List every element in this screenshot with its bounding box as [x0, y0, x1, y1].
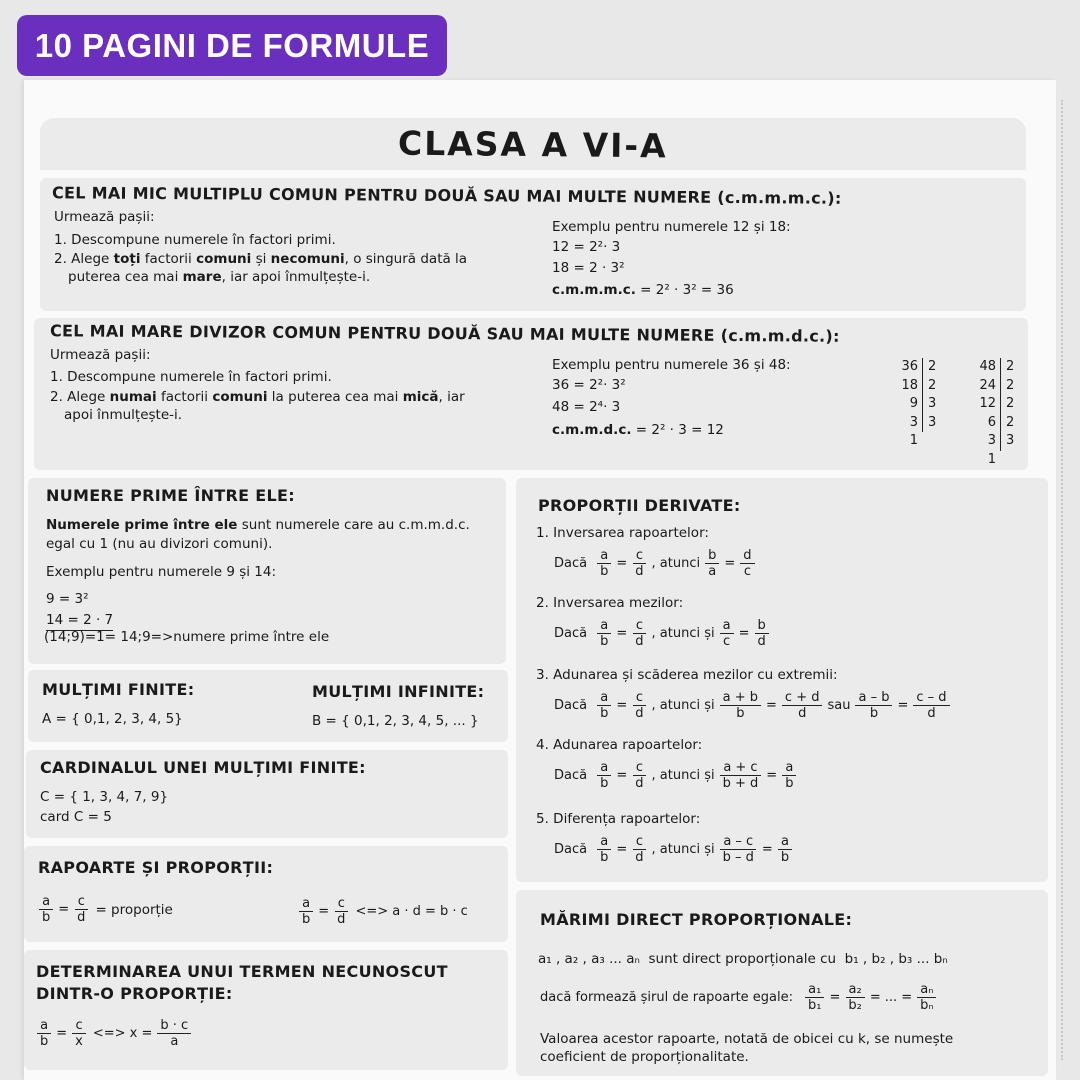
coprime-definition: Numerele prime între ele sunt numerele care au c.m.m.d.c. [46, 517, 470, 533]
cmmdc-step2-cont: apoi înmulțește-i. [64, 407, 183, 423]
ratios-section [24, 846, 508, 942]
page-binding [1061, 100, 1066, 1060]
division-table-36 [896, 358, 944, 451]
cmmmc-result: c.m.m.m.c. = 2² · 3² = 36 [552, 282, 734, 298]
division-row: 9 3 [896, 395, 944, 414]
unknown-term-section [24, 950, 508, 1070]
finite-set-example: A = { 0,1, 2, 3, 4, 5} [42, 711, 183, 727]
cmmmc-section [40, 178, 1026, 311]
direct-heading: MĂRIMI DIRECT PROPORȚIONALE: [540, 910, 853, 929]
derived-item-4: 4. Adunarea rapoartelor: [536, 737, 703, 753]
derived-formula-5: Dacă $\frac{a}{b}$ = $\frac{c}{d}$ , atunci și $\frac{a - c}{b - d}$ = $\frac{a}{b}$ [552, 834, 795, 865]
coprime-conclusion: (14;9)=1= 14;9=>numere prime între ele [44, 629, 330, 645]
cmmdc-result: c.m.m.d.c. = 2² · 3 = 12 [552, 422, 724, 438]
derived-item-2: 2. Inversarea mezilor: [536, 595, 684, 611]
promo-badge: 10 PAGINI DE FORMULE [17, 15, 447, 76]
division-row: 12 2 [974, 395, 1022, 414]
cardinal-heading: CARDINALUL UNEI MULȚIMI FINITE: [40, 758, 366, 777]
cardinal-set: C = { 1, 3, 4, 7, 9} [40, 789, 169, 805]
cmmdc-example-title: Exemplu pentru numerele 36 și 48: [552, 357, 791, 373]
derived-heading: PROPORȚII DERIVATE: [538, 496, 741, 515]
cmmmc-intro: Urmează pașii: [54, 209, 155, 225]
unknown-term-heading-1: DETERMINAREA UNUI TERMEN NECUNOSCUT [36, 962, 448, 981]
division-row: 36 2 [896, 358, 944, 377]
cmmdc-heading: CEL MAI MARE DIVIZOR COMUN PENTRU DOUĂ SAU MAI MULTE NUMERE (c.m.m.d.c.): [49, 321, 840, 346]
coprime-example-9: 9 = 3² [46, 591, 89, 607]
direct-line-1: a₁ , a₂ , a₃ ... aₙ sunt direct proporționale cu b₁ , b₂ , b₃ ... bₙ [538, 951, 948, 967]
fraction-a-b: $\frac{a}{b}$ [39, 894, 53, 925]
direct-line-4: coeficient de proporționalitate. [540, 1049, 749, 1065]
cmmmc-step1: 1. Descompune numerele în factori primi. [54, 232, 336, 248]
coprime-example-14: 14 = 2 · 7 [46, 611, 113, 631]
division-row: 48 2 [974, 358, 1022, 377]
finite-sets-heading: MULȚIMI FINITE: [42, 680, 195, 699]
cmmdc-step2: 2. Alege numai factorii comuni la puterea cea mai mică, iar [50, 389, 465, 405]
derived-formula-3: Dacă $\frac{a}{b}$ = $\frac{c}{d}$ , atunci și $\frac{a + b}{b}$ = $\frac{c + d}{d}$ sau $\frac{a - b}{b}$ = $\frac{c - d}{d}$ [552, 690, 953, 721]
fraction-c-d: $\frac{c}{d}$ [74, 894, 88, 925]
proportion-formula: $\frac{a}{b}$ = $\frac{c}{d}$ = proporție [36, 894, 175, 925]
cmmdc-section [34, 318, 1028, 470]
ratios-heading: RAPOARTE ȘI PROPORȚII: [38, 858, 274, 877]
infinite-sets-heading: MULȚIMI INFINITE: [312, 682, 485, 701]
division-table-48 [974, 358, 1022, 469]
division-row: 1 [987, 451, 996, 467]
unknown-term-heading-2: DINTR-O PROPORȚIE: [36, 984, 233, 1003]
direct-line-2: dacă formează șirul de rapoarte egale: $\frac{\text{a₁}}{\text{b₁}}$ = $\frac{\text{a₂}}{\text{b₂}}$ = ... = $\frac{\text{aₙ}}{\text{bₙ}}$ [538, 982, 940, 1013]
cross-product-label: <=> a · d = b · c [355, 904, 468, 919]
coprime-example-title: Exemplu pentru numerele 9 și 14: [46, 564, 277, 580]
division-row: 1 [909, 433, 918, 448]
cmmdc-step1: 1. Descompune numerele în factori primi. [50, 369, 332, 385]
division-row: 6 2 [974, 414, 1022, 433]
cmmmc-example-12: 12 = 2²· 3 [552, 239, 621, 255]
derived-formula-4: Dacă $\frac{a}{b}$ = $\frac{c}{d}$ , atunci și $\frac{a + c}{b + d}$ = $\frac{a}{b}$ [552, 760, 799, 791]
cmmmc-step2: 2. Alege toți factorii comuni și necomuni, o singură dată la [54, 251, 468, 267]
derived-item-5: 5. Diferența rapoartelor: [536, 811, 701, 827]
sets-section [28, 670, 508, 742]
division-row: 24 2 [974, 377, 1022, 396]
cmmdc-example-36: 36 = 2²· 3² [552, 377, 626, 393]
coprime-heading: NUMERE PRIME ÎNTRE ELE: [46, 486, 295, 505]
direct-proportional-section [516, 890, 1048, 1076]
derived-formula-2: Dacă $\frac{a}{b}$ = $\frac{c}{d}$ , atunci și $\frac{a}{c}$ = $\frac{b}{d}$ [552, 618, 772, 649]
derived-proportions-section [516, 478, 1048, 882]
derived-item-3: 3. Adunarea și scăderea mezilor cu extremii: [536, 667, 838, 683]
coprime-definition-cont: egal cu 1 (nu au divizori comuni). [46, 536, 273, 552]
infinite-set-example: B = { 0,1, 2, 3, 4, 5, ... } [312, 713, 479, 729]
cmmmc-heading: CEL MAI MIC MULTIPLU COMUN PENTRU DOUĂ SAU MAI MULTE NUMERE (c.m.m.m.c.): [51, 183, 842, 208]
page-title: CLASA A VI-A [397, 123, 669, 165]
cmmmc-step2-cont: puterea cea mai mare, iar apoi înmulțește-i. [68, 269, 371, 285]
cmmdc-intro: Urmează pașii: [50, 347, 151, 363]
derived-formula-1: Dacă $\frac{a}{b}$ = $\frac{c}{d}$ , atunci $\frac{b}{a}$ = $\frac{d}{c}$ [552, 548, 758, 579]
division-row: 3 3 [974, 432, 1022, 451]
cardinal-value: card C = 5 [40, 809, 112, 825]
coprime-section [28, 478, 506, 664]
derived-item-1: 1. Inversarea rapoartelor: [536, 525, 709, 541]
division-row: 18 2 [896, 377, 944, 396]
proportion-label: = proporție [95, 901, 173, 918]
division-row: 3 3 [896, 414, 944, 433]
unknown-term-formula: $\frac{a}{b}$ = $\frac{c}{x}$ <=> x = $\frac{b \cdot c}{a}$ [34, 1018, 194, 1049]
cross-product-formula: $\frac{a}{b}$ = $\frac{c}{d}$ <=> a · d = b · c [296, 896, 470, 927]
title-banner [40, 118, 1026, 170]
cmmdc-example-48: 48 = 2⁴· 3 [552, 399, 621, 415]
cmmmc-example-18: 18 = 2 · 3² [552, 260, 625, 276]
cardinal-section [26, 750, 508, 838]
direct-line-3: Valoarea acestor rapoarte, notată de obicei cu k, se numește [540, 1031, 954, 1047]
cmmmc-example-title: Exemplu pentru numerele 12 și 18: [552, 219, 791, 235]
